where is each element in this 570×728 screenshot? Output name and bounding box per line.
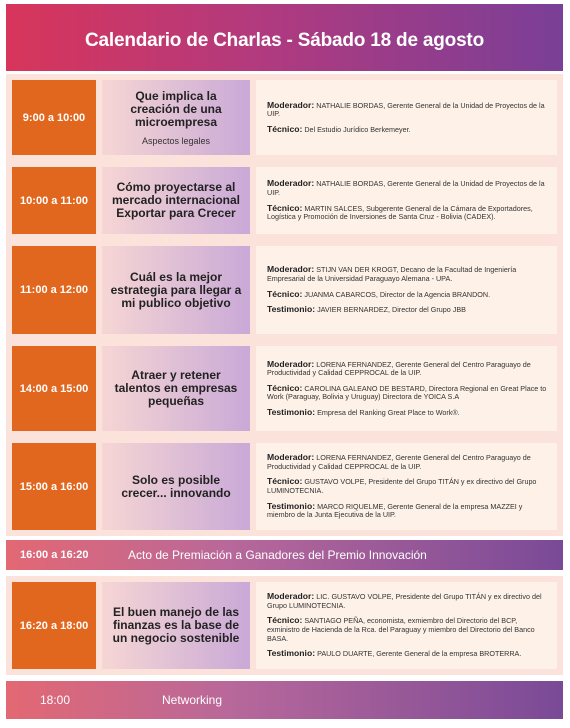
detail-moderator: Moderador: STIJN VAN DER KROGT, Decano de la Facultad de Ingeniería Empresarial de la Universidad Paraguayo Alemana - UPA.	[267, 264, 517, 283]
session-title: Solo es posible crecer... innovando	[121, 472, 231, 500]
session-details	[256, 346, 557, 431]
detail-testimonio: Testimonio: MARCO RIQUELME, Gerente General de la empresa MAZZEI y miembro de la Junta Ejecutiva de la UIP.	[267, 500, 523, 520]
session-title: Atraer y retener talentos en empresas pequeñas	[114, 368, 238, 408]
session-time: 16:20 a 18:00	[12, 582, 96, 669]
session-topic	[102, 80, 250, 155]
session-time: 15:00 a 16:00	[12, 443, 96, 530]
awards-bar	[6, 540, 563, 570]
networking-time: 18:00	[40, 693, 71, 707]
session-time: 14:00 a 15:00	[12, 346, 96, 431]
detail-moderator: Moderador: NATHALIE BORDAS, Gerente General de la Unidad de Proyectos de la UIP.	[267, 99, 545, 119]
session-block	[6, 340, 563, 437]
session-topic	[102, 582, 250, 669]
session-time: 9:00 a 10:00	[12, 80, 96, 155]
session-title: Cómo proyectarse al mercado internacional Exportar para Crecer	[111, 180, 241, 220]
session-topic	[102, 346, 250, 431]
session-title: Cuál es la mejor estrategia para llegar a mi publico objetivo	[110, 269, 242, 310]
session-details	[256, 443, 557, 530]
detail-tecnico: Técnico: GUSTAVO VOLPE, Presidente del Grupo TITÁN y ex directivo del Grupo LUMINOTECNIA.	[267, 476, 537, 495]
awards-time: 16:00 a 16:20	[20, 549, 89, 561]
session-topic	[102, 246, 250, 334]
session-title: El buen manejo de las finanzas es la base de un negocio sostenible	[112, 605, 240, 645]
awards-title: Acto de Premiación a Ganadores del Premio Innovación	[128, 548, 427, 562]
detail-tecnico: Técnico: CAROLINA GALEANO DE BESTARD, Directora Regional en Great Place to Work (Paraguay, Bolivia y Uruguay) Directora de YOICA S.A	[267, 382, 547, 402]
detail-moderator: Moderador: NATHALIE BORDAS, Gerente General de la Unidad de Proyectos de la UIP.	[267, 178, 545, 197]
detail-testimonio: Testimonio: Empresa del Ranking Great Place to Work®.	[267, 406, 460, 417]
detail-tecnico: Técnico: Del Estudio Jurídico Berkemeyer.	[267, 123, 411, 134]
networking-bar	[6, 681, 563, 719]
session-details	[256, 80, 557, 155]
detail-moderator: Moderador: LORENA FERNANDEZ, Gerente General del Centro Paraguayo de Productividad y Calidad CEPPROCAL de la UIP.	[267, 452, 531, 471]
detail-moderator: Moderador: LIC. GUSTAVO VOLPE, Presidente del Grupo TITÁN y ex directivo del Grupo LUMINOTECNIA.	[267, 591, 542, 610]
detail-testimonio: Testimonio: JAVIER BERNARDEZ, Director del Grupo JBB	[267, 304, 466, 315]
session-block	[6, 161, 563, 240]
networking-title: Networking	[162, 693, 223, 707]
session-time: 11:00 a 12:00	[12, 246, 96, 334]
session-topic	[102, 443, 250, 530]
detail-tecnico: Técnico: MARTIN SALCES, Subgerente General de la Cámara de Exportadores, Logística y Promoción de Inversiones de Santa Cruz - Bolivia (CADEX).	[267, 202, 533, 222]
session-block	[6, 437, 563, 536]
session-block	[6, 576, 563, 675]
detail-tecnico: Técnico: SANTIAGO PEÑA, economista, exmiembro del Directorio del BCP, exministro de Hacienda de la Rca. del Paraguay y miembro del Directorio del Banco BASA.	[267, 615, 535, 643]
detail-moderator: Moderador: LORENA FERNANDEZ, Gerente General del Centro Paraguayo de Productividad y Calidad CEPPROCAL de la UIP.	[267, 358, 531, 378]
session-block	[6, 74, 563, 161]
session-details	[256, 167, 557, 234]
session-title: Que implica la creación de una microempresa	[130, 88, 222, 129]
page-title: Calendario de Charlas - Sábado 18 de agosto	[85, 29, 484, 51]
session-block	[6, 240, 563, 340]
session-subtitle: Aspectos legales	[141, 135, 211, 146]
session-topic	[102, 167, 250, 234]
session-details	[256, 246, 557, 334]
page-title-banner	[6, 4, 563, 71]
session-time: 10:00 a 11:00	[12, 167, 96, 234]
detail-tecnico: Técnico: JUANMA CABARCOS, Director de la Agencia BRANDON.	[267, 288, 491, 299]
detail-testimonio: Testimonio: PAULO DUARTE, Gerente General de la empresa BROTERRA.	[267, 648, 522, 659]
session-details	[256, 582, 557, 669]
